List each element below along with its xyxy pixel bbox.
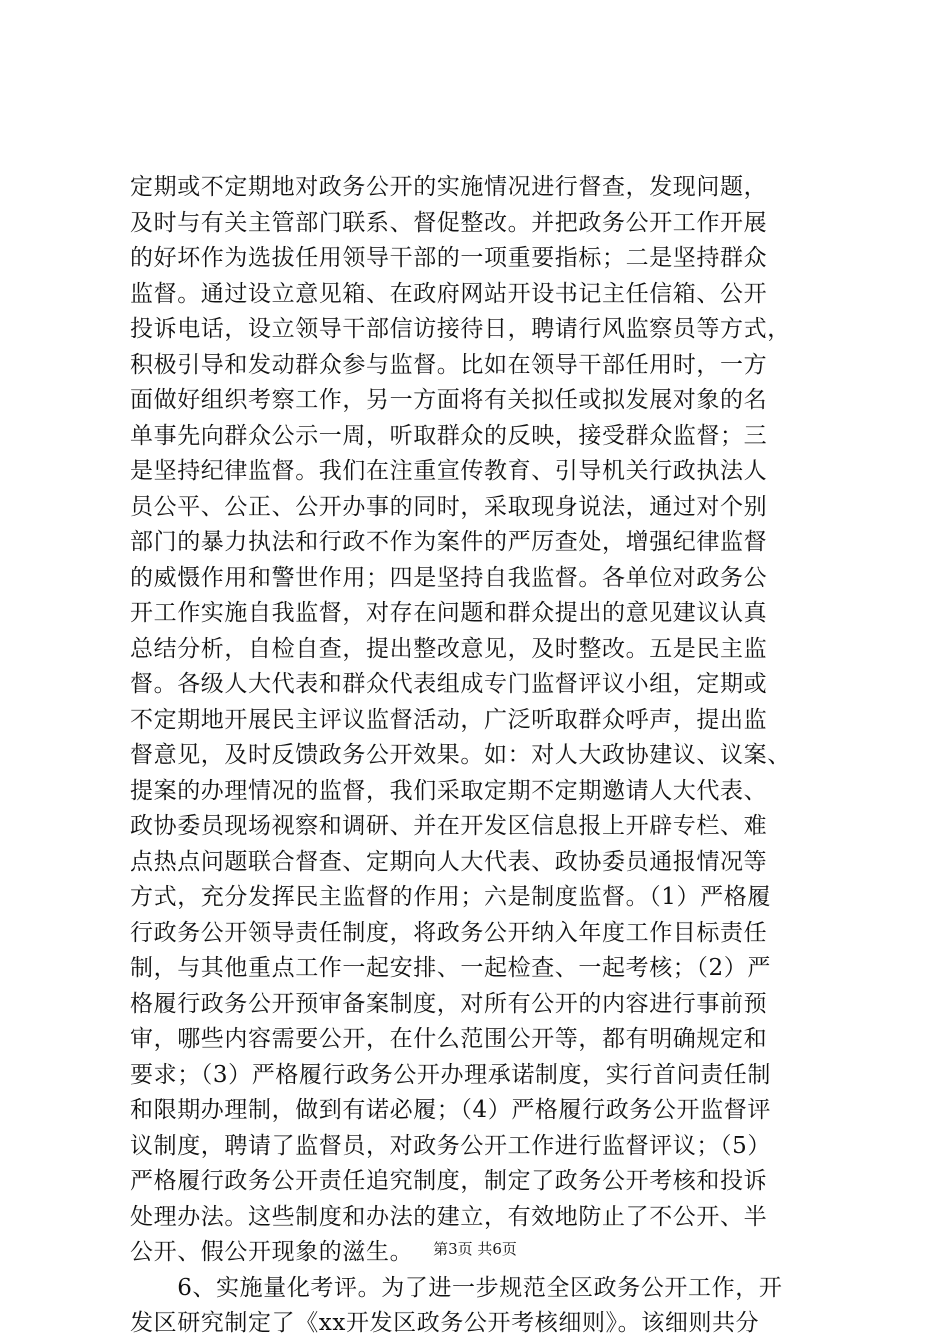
text-line: 部门的暴力执法和行政不作为案件的严厉查处，增强纪律监督 <box>130 529 768 555</box>
text-line: 方式，充分发挥民主监督的作用；六是制度监督。（1）严格履 <box>130 884 771 910</box>
text-line: 处理办法。这些制度和办法的建立，有效地防止了不公开、半 <box>130 1203 768 1230</box>
text-line: 议制度，聘请了监督员，对政务公开工作进行监督评议；（5） <box>130 1132 771 1159</box>
text-line: 单事先向群众公示一周，听取群众的反映，接受群众监督；三 <box>130 422 768 449</box>
text-line: 审，哪些内容需要公开，在什么范围公开等，都有明确规定和 <box>130 1026 768 1052</box>
text-line: 及时与有关主管部门联系、督促整改。并把政务公开工作开展 <box>130 209 768 236</box>
text-line: 提案的办理情况的监督，我们采取定期不定期邀请人大代表、 <box>130 777 768 804</box>
text-line: 督意见，及时反馈政务公开效果。如：对人大政协建议、议案、 <box>130 742 791 768</box>
text-line: 行政务公开领导责任制度，将政务公开纳入年度工作目标责任 <box>130 919 768 946</box>
text-line: 制，与其他重点工作一起安排、一起检查、一起考核；（2）严 <box>130 955 771 981</box>
text-line: 的威慑作用和警世作用；四是坚持自我监督。各单位对政务公 <box>130 564 768 591</box>
text-line: 积极引导和发动群众参与监督。比如在领导干部任用时，一方 <box>130 351 768 378</box>
text-line: 监督。通过设立意见箱、在政府网站开设书记主任信箱、公开 <box>130 280 768 307</box>
text-line: 是坚持纪律监督。我们在注重宣传教育、引导机关行政执法人 <box>130 458 768 484</box>
text-line: 督。各级人大代表和群众代表组成专门监督评议小组，定期或 <box>130 671 768 697</box>
text-line: 的好坏作为选拔任用领导干部的一项重要指标；二是坚持群众 <box>130 245 768 271</box>
body-text <box>130 170 830 1342</box>
text-line: 员公平、公正、公开办事的同时，采取现身说法，通过对个别 <box>130 493 768 520</box>
text-line: 开工作实施自我监督，对存在问题和群众提出的意见建议认真 <box>130 600 768 626</box>
text-line: 6、实施量化考评。为了进一步规范全区政务公开工作，开 <box>130 1274 783 1301</box>
text-line: 政协委员现场视察和调研、并在开发区信息报上开辟专栏、难 <box>130 813 768 839</box>
text-line: 投诉电话，设立领导干部信访接待日，聘请行风监察员等方式， <box>130 316 791 342</box>
text-line: 和限期办理制，做到有诺必履；（4）严格履行政务公开监督评 <box>130 1097 771 1123</box>
text-line: 总结分析，自检自查，提出整改意见，及时整改。五是民主监 <box>130 635 768 662</box>
text-line: 严格履行政务公开责任追究制度，制定了政务公开考核和投诉 <box>130 1168 768 1194</box>
text-line: 定期或不定期地对政务公开的实施情况进行督查，发现问题， <box>130 174 768 200</box>
text-line: 格履行政务公开预审备案制度，对所有公开的内容进行事前预 <box>130 990 768 1017</box>
page-footer: 第3页 共6页 <box>433 1240 517 1258</box>
text-line: 公开、假公开现象的滋生。 <box>130 1239 414 1265</box>
text-line: 要求；（3）严格履行政务公开办理承诺制度，实行首问责任制 <box>130 1061 771 1088</box>
text-line: 不定期地开展民主评议监督活动，广泛听取群众呼声，提出监 <box>130 706 768 733</box>
text-line: 面做好组织考察工作，另一方面将有关拟任或拟发展对象的名 <box>130 387 768 413</box>
text-line: 发区研究制定了《xx开发区政务公开考核细则》。该细则共分 <box>130 1310 760 1336</box>
text-line: 点热点问题联合督查、定期向人大代表、政协委员通报情况等 <box>130 848 768 875</box>
